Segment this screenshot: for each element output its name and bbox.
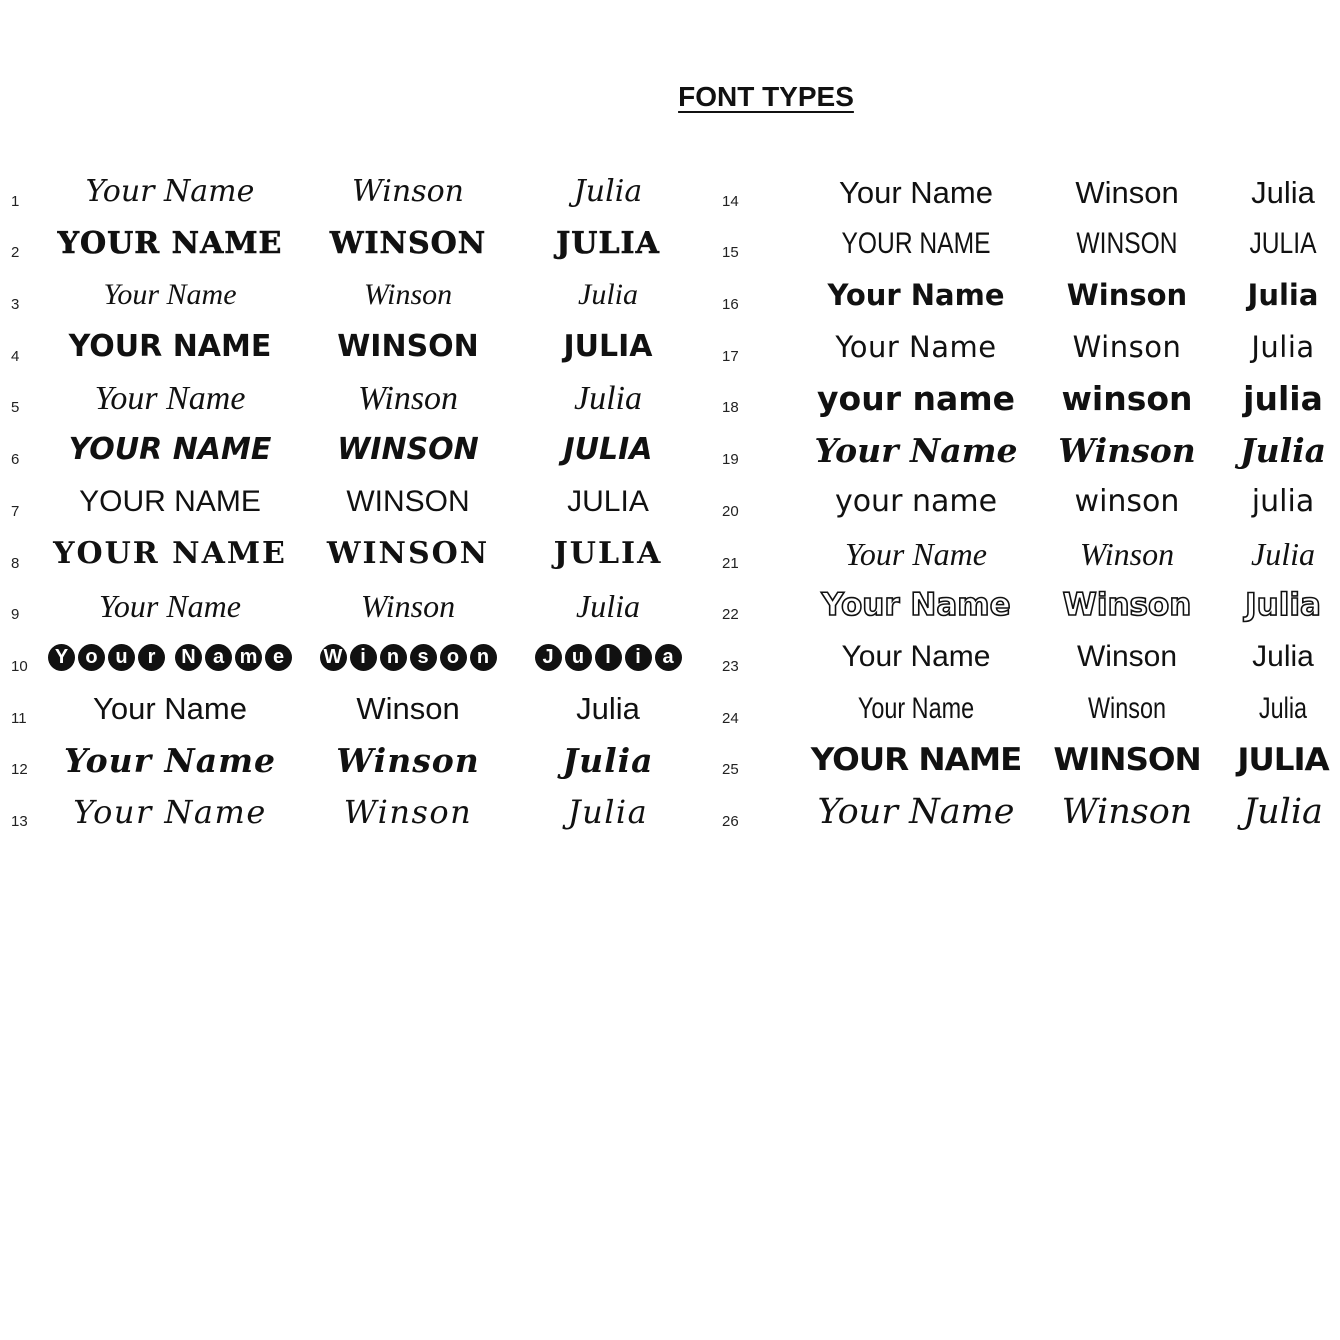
font-sample: Winson (1076, 640, 1178, 674)
font-number: 19 (722, 451, 739, 469)
font-sample: Julia (1258, 691, 1308, 725)
font-sample: julia (1251, 484, 1315, 520)
font-sample: Winson (351, 174, 464, 209)
font-sample: Julia (578, 278, 638, 312)
font-row (712, 631, 1340, 683)
font-sample: Your Name (63, 741, 277, 781)
font-number: 8 (11, 554, 20, 572)
font-sample: Julia (576, 587, 640, 624)
font-sample: Julia (1251, 329, 1315, 364)
font-row (0, 166, 700, 218)
font-sample: WINSON (326, 535, 490, 571)
font-sample: Julia (1252, 640, 1314, 674)
circle-letter: n (470, 644, 497, 671)
font-number: 20 (722, 502, 739, 520)
font-sample: Winson (343, 793, 473, 832)
font-row (0, 476, 700, 528)
font-list-left (0, 166, 700, 838)
font-sample: Your Name (93, 691, 247, 727)
font-sample: Winson (1072, 329, 1182, 364)
font-number: 26 (722, 812, 739, 830)
circle-letter: i (350, 644, 377, 671)
font-sample: Julia (1239, 430, 1327, 470)
font-number: 23 (722, 657, 739, 675)
font-number: 14 (722, 192, 739, 210)
font-row (0, 735, 700, 787)
font-sample: Winson (1087, 691, 1167, 725)
font-sample: Winson (1079, 535, 1175, 572)
font-sample: Winson (356, 691, 460, 727)
circle-letter: r (138, 644, 165, 671)
circle-letter: o (440, 644, 467, 671)
font-number: 11 (11, 709, 27, 727)
font-row (0, 683, 700, 735)
font-sample: JULIA (1249, 226, 1317, 260)
font-sample: Winson (1062, 587, 1192, 623)
font-number: 10 (11, 657, 28, 675)
font-number: 5 (11, 399, 20, 417)
font-row (712, 166, 1340, 218)
font-number: 24 (722, 709, 739, 727)
circle-letter: Y (48, 644, 75, 671)
font-sample: Your Name (827, 277, 1005, 312)
font-sample: Your Name (845, 535, 987, 572)
font-row (0, 631, 700, 683)
font-row (0, 269, 700, 321)
font-sample: Your Name (835, 329, 997, 364)
font-sample: JULIA (1237, 742, 1329, 779)
font-row (0, 580, 700, 632)
circle-letter: o (78, 644, 105, 671)
font-sample: Julia (574, 379, 642, 417)
font-sample: WINSON (1076, 226, 1178, 260)
circle-letter: e (265, 644, 292, 671)
font-number: 25 (722, 761, 739, 779)
font-sample: Your Name (814, 430, 1018, 470)
circle-letter: u (565, 644, 592, 671)
font-sample: WINSON (329, 225, 487, 261)
font-row (0, 218, 700, 270)
font-sample: Your Name (94, 379, 246, 417)
font-row (0, 321, 700, 373)
font-list-right (712, 166, 1340, 838)
font-row (0, 373, 700, 425)
font-row (712, 580, 1340, 632)
font-sample: julia (1243, 379, 1323, 419)
font-row (712, 373, 1340, 425)
font-sample: Julia (562, 741, 654, 781)
circle-letter: i (625, 644, 652, 671)
font-sample: Your Name (99, 587, 241, 624)
font-sample: winson (1061, 379, 1193, 419)
font-sample: Your Name (821, 587, 1011, 623)
font-sample: Winson (357, 379, 459, 417)
font-row (0, 424, 700, 476)
circle-letter: n (380, 644, 407, 671)
font-row (0, 528, 700, 580)
font-sample: WINSON (1053, 742, 1201, 779)
font-row (712, 476, 1340, 528)
font-number: 18 (722, 399, 739, 417)
font-row (712, 218, 1340, 270)
circle-letter: a (655, 644, 682, 671)
font-sample: Julia (1245, 587, 1321, 623)
font-sample: Winson (360, 587, 456, 624)
font-number: 3 (11, 296, 20, 314)
font-number: 15 (722, 244, 739, 262)
font-sample: JULIA (556, 225, 660, 261)
font-sample: JULIA (563, 329, 653, 365)
font-number: 21 (722, 554, 739, 572)
font-sample: Your Name (817, 791, 1015, 832)
font-sample: Winson (1075, 174, 1179, 210)
font-sample: JULIA (553, 535, 663, 571)
font-sample: Your Name (103, 278, 237, 312)
font-number: 16 (722, 296, 739, 314)
font-number: 2 (11, 244, 20, 262)
font-sample: Julia (573, 174, 643, 209)
font-sample: Winson (336, 741, 480, 781)
font-row (712, 424, 1340, 476)
font-number: 12 (11, 761, 28, 779)
font-sample: WINSON (337, 432, 479, 468)
font-sample (310, 631, 506, 683)
circle-letter: m (235, 644, 262, 671)
font-row (712, 321, 1340, 373)
font-sample: WINSON (346, 485, 470, 519)
circle-letter: s (410, 644, 437, 671)
circle-letter: l (595, 644, 622, 671)
circle-letter: u (108, 644, 135, 671)
font-sample: Winson (1058, 430, 1196, 470)
font-number: 22 (722, 606, 739, 624)
font-sample: Your Name (73, 793, 267, 832)
font-number: 7 (11, 502, 20, 520)
font-sample: Julia (1251, 174, 1315, 210)
font-sample: Winson (363, 278, 453, 312)
circle-letter: J (535, 644, 562, 671)
font-sample (48, 631, 292, 683)
circle-letter: N (175, 644, 202, 671)
font-number: 17 (722, 347, 739, 365)
font-sample: Julia (1243, 791, 1323, 832)
font-row (712, 269, 1340, 321)
font-sample: YOUR NAME (810, 742, 1022, 779)
font-number: 9 (11, 606, 20, 624)
circle-letter: a (205, 644, 232, 671)
font-sample: YOUR NAME (79, 485, 261, 519)
font-sample: your name (834, 484, 998, 520)
font-sample: Julia (1251, 535, 1315, 572)
font-sample: YOUR NAME (841, 226, 991, 260)
font-sample: Winson (1066, 277, 1188, 312)
font-sample: JULIA (563, 432, 653, 468)
font-sample: Your Name (841, 640, 991, 674)
font-sample: Julia (1247, 277, 1319, 312)
font-sample: YOUR NAME (57, 225, 283, 261)
font-sample: JULIA (567, 485, 649, 519)
font-sample: YOUR NAME (53, 535, 287, 571)
font-sample: YOUR NAME (68, 329, 272, 365)
font-number: 1 (11, 192, 20, 210)
font-sample: Julia (576, 691, 640, 727)
font-sample: Julia (567, 793, 649, 832)
font-row (712, 786, 1340, 838)
page-title: FONT TYPES (678, 81, 854, 112)
font-number: 13 (11, 812, 28, 830)
font-sample: Winson (1061, 791, 1193, 832)
font-number: 6 (11, 451, 20, 469)
font-sample (530, 631, 686, 683)
font-sample: your name (817, 379, 1015, 419)
font-sample: WINSON (337, 329, 479, 365)
font-sample: Your Name (839, 174, 993, 210)
font-sample: Your Name (857, 691, 975, 725)
font-row (0, 786, 700, 838)
font-number: 4 (11, 347, 20, 365)
font-sample: Your Name (85, 174, 255, 209)
circle-letter: W (320, 644, 347, 671)
font-sample: winson (1074, 484, 1180, 520)
font-row (712, 735, 1340, 787)
font-row (712, 528, 1340, 580)
font-row (712, 683, 1340, 735)
font-sample: YOUR NAME (68, 432, 272, 468)
